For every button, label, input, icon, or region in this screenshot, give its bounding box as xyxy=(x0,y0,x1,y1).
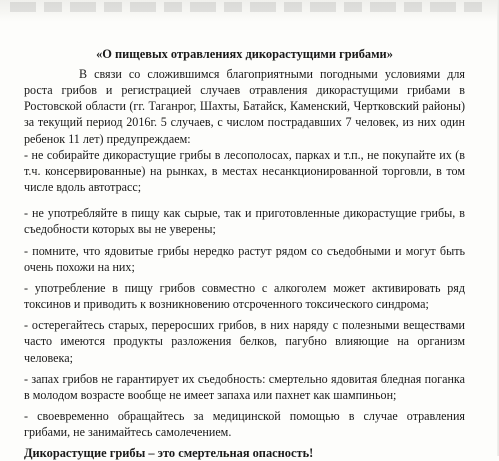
warning-item: - своевременно обращайтесь за медицинской помощью в случае отравления грибами, не занимайтесь самолечением. xyxy=(24,408,465,440)
warning-item: - не употребляйте в пищу как сырые, так и приготовленные дикорастущие грибы, в съедобности которых вы не уверены; xyxy=(24,206,465,237)
warning-item: - остерегайтесь старых, переросших грибов, в них наряду с полезными веществами часто имеются продукты разложения белков, пагубно влияющие на организм человека; xyxy=(24,318,465,365)
warning-item: - запах грибов не гарантирует их съедобность: смертельно ядовитая бледная поганка в молодом возрасте вообще не имеет запаха или пахнет как шампиньон; xyxy=(24,371,465,402)
danger-statement: Дикорастущие грибы – это смертельная опасность! xyxy=(24,446,314,461)
warning-item: - не собирайте дикорастущие грибы в лесополосах, парках и т.п., не покупайте их (в т.ч. консервированные) на рынках, в местах несанкционированной торговли, в том числе вдоль автотрасс; xyxy=(24,147,465,195)
warning-item: - помните, что ядовитые грибы нередко растут рядом со съедобными и могут быть очень похожи на них; xyxy=(24,243,465,274)
document-page xyxy=(24,47,465,461)
document-title: «О пищевых отравлениях дикорастущими грибами» xyxy=(96,47,393,61)
intro-paragraph: В связи со сложившимся благоприятными погодными условиями для роста грибов и регистрацией случаев отравления дикорастущими грибами в Ростовской области (гг. Таганрог, Шахты, Батайск, Каменский, Чертковский районы) за текущий период 2016г. 5 случаев, с числом пострадавших 7 человек, из них один ребенок 11 лет) предупреждаем: xyxy=(24,67,465,146)
warning-item: - употребление в пищу грибов совместно с алкоголем может активировать ряд токсинов и приводить к возникновению отсроченного токсического синдрома; xyxy=(24,280,465,312)
scan-bleed-through xyxy=(10,2,490,12)
